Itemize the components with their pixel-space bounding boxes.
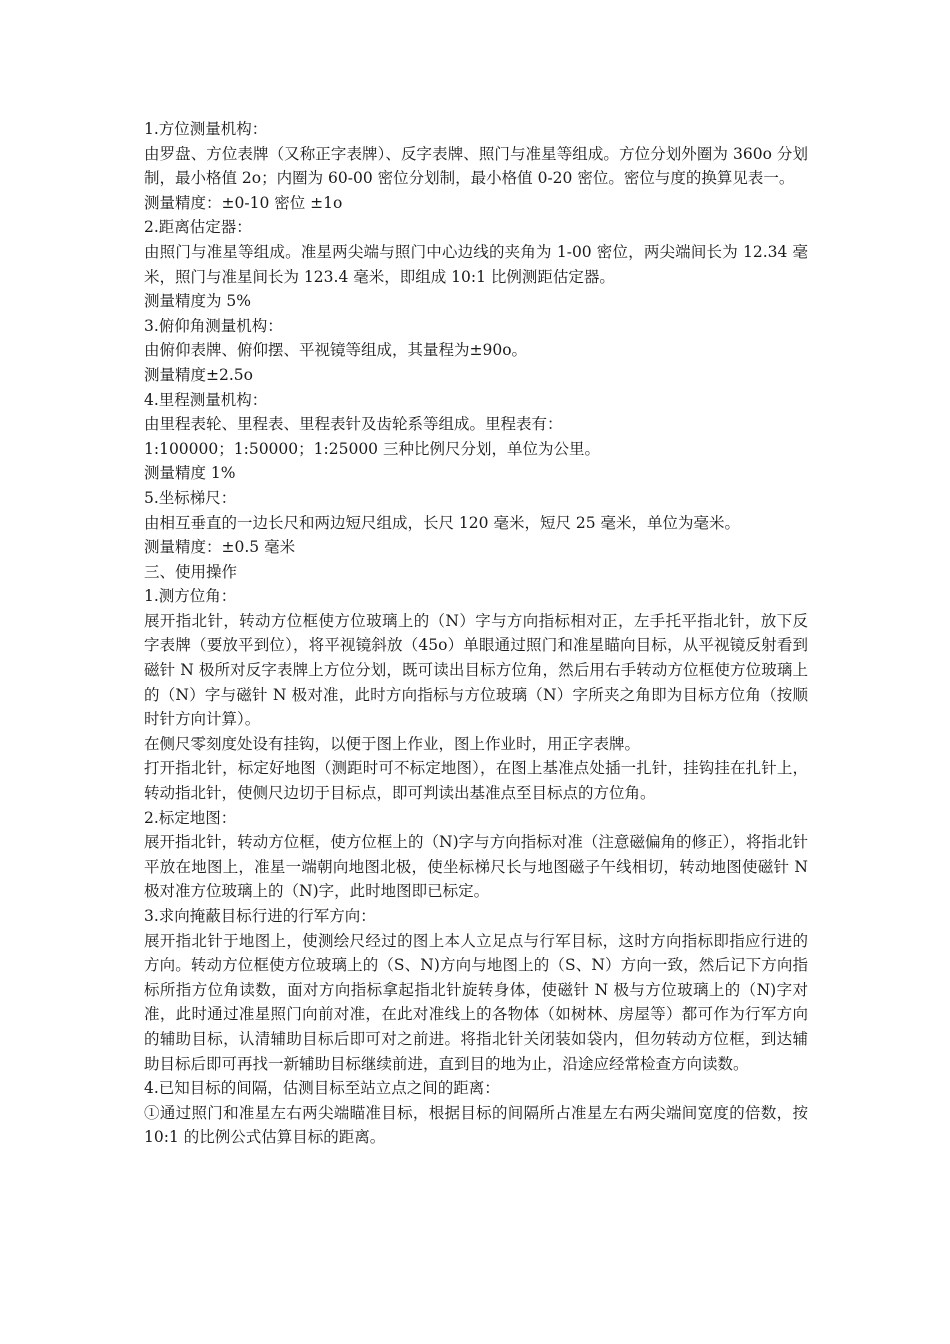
paragraph-coordinate-precision: 测量精度：±0.5 毫米: [144, 538, 296, 557]
paragraph-coordinate-ruler: 由相互垂直的一边长尺和两边短尺组成，长尺 120 毫米，短尺 25 毫米，单位为毫米。: [144, 513, 741, 532]
heading-pitch-mechanism: 3.俯仰角测量机构：: [144, 316, 283, 335]
paragraph-side-ruler-hook: 在侧尺零刻度处设有挂钩，以便于图上作业，图上作业时，用正字表牌。: [144, 734, 641, 753]
paragraph-map-azimuth: 打开指北针，标定好地图（测距时可不标定地图），在图上基准点处插一扎针，挂钩挂在扎针上，转动指北针，使侧尺边切于目标点，即可判读出基准点至目标点的方位角。: [144, 759, 808, 803]
paragraph-estimate-distance: ①通过照门和准星左右两尖端瞄准目标，根据目标的间隔所占准星左右两尖端间宽度的倍数，按 10:1 的比例公式估算目标的距离。: [144, 1103, 808, 1147]
heading-orient-map: 2.标定地图：: [144, 808, 237, 827]
paragraph-distance-estimator: 由照门与准星等组成。准星两尖端与照门中心边线的夹角为 1-00 密位，两尖端间长为 12.34 毫米，照门与准星间长为 123.4 毫米，即组成 10:1 比例测距估定器。: [144, 242, 808, 286]
paragraph-pitch-components: 由俯仰表牌、俯仰摆、平视镜等组成，其量程为±90o。: [144, 341, 528, 360]
paragraph-orient-map: 展开指北针，转动方位框，使方位框上的（N)字与方向指标对准（注意磁偏角的修正），将指北针平放在地图上，准星一端朝向地图北极，使坐标梯尺长与地图磁子午线相切，转动地图使磁针 N 极对准方位玻璃上的（N)字，此时地图即已标定。: [144, 833, 808, 901]
paragraph-mileage-components: 由里程表轮、里程表、里程表针及齿轮系等组成。里程表有：: [144, 415, 563, 434]
heading-estimate-distance: 4.已知目标的间隔，估测目标至站立点之间的距离：: [144, 1079, 500, 1098]
heading-azimuth-mechanism: 1.方位测量机构：: [144, 120, 268, 138]
heading-distance-estimator: 2.距离估定器：: [144, 218, 252, 237]
paragraph-mileage-precision: 测量精度 1%: [144, 464, 236, 483]
heading-march-direction: 3.求向掩蔽目标行进的行军方向：: [144, 907, 376, 925]
paragraph-distance-precision: 测量精度为 5%: [144, 292, 252, 311]
section-heading-usage: 三、使用操作: [144, 562, 238, 581]
paragraph-march-direction: 展开指北针于地图上，使测绘尺经过的图上本人立足点与行军目标，这时方向指标即指应行进的方向。转动方位框使方位玻璃上的（S、N)方向与地图上的（S、N）方向一致，然后记下方向指标所指方位角读数，面对方向指标拿起指北针旋转身体，使磁针 N 极与方位玻璃上的（N)字对准，此时通过准星照门向前对准，在此对准线上的各物体（如树林、房屋等）都可作为行军方向的辅助目标，认清辅助目标后即可对之前进。将指北针关闭装如袋内，但勿转动方位框，到达辅助目标后即可再找一新辅助目标继续前进，直到目的地为止，沿途应经常检查方向读数。: [144, 931, 808, 1073]
heading-mileage-mechanism: 4.里程测量机构：: [144, 390, 268, 409]
paragraph-pitch-precision: 测量精度±2.5o: [144, 365, 253, 384]
paragraph-mileage-scales: 1:100000；1:50000；1:25000 三种比例尺分划，单位为公里。: [144, 439, 600, 458]
paragraph-azimuth-components: 由罗盘、方位表牌（又称正字表牌）、反字表牌、照门与准星等组成。方位分划外圈为 360o 分划制，最小格值 2o；内圈为 60-00 密位分划制，最小格值 0-20 密位。密位与度的换算见表一。: [144, 144, 808, 188]
paragraph-measure-azimuth: 展开指北针，转动方位框使方位玻璃上的（N）字与方向指标相对正，左手托平指北针，放下反字表牌（要放平到位），将平视镜斜放（45o）单眼通过照门和准星瞄向目标，从平视镜反射看到磁针 N 极所对反字表牌上方位分划，既可读出目标方位角，然后用右手转动方位框使方位玻璃上的（N）字与磁针 N 极对准，此时方向指标与方位玻璃（N）字所夹之角即为目标方位角（按顺时针方向计算）。: [144, 611, 808, 729]
heading-measure-azimuth: 1.测方位角：: [144, 587, 237, 606]
document-body: [144, 117, 808, 1150]
heading-coordinate-ruler: 5.坐标梯尺：: [144, 488, 237, 507]
paragraph-azimuth-precision: 测量精度：±0-10 密位 ±1o: [144, 193, 343, 212]
